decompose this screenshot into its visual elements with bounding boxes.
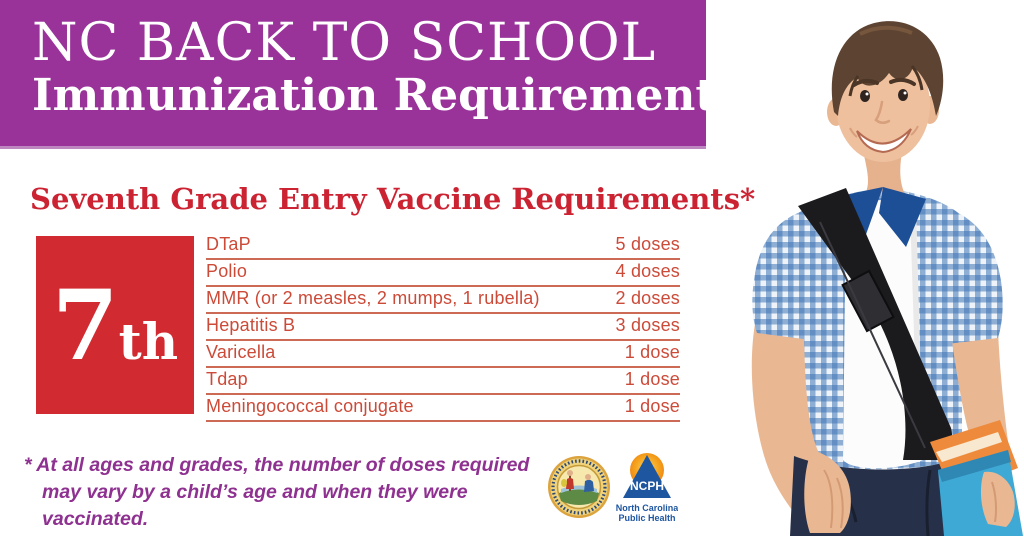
footnote-star: *: [24, 454, 32, 476]
table-row: [206, 341, 680, 368]
vaccine-name: Varicella: [206, 342, 276, 362]
requirements-table: [206, 233, 680, 422]
table-row: [206, 314, 680, 341]
footnote: [24, 452, 564, 533]
ncph-logo: [616, 450, 678, 530]
boy-photo: [700, 0, 1024, 536]
grade-number: 7: [51, 268, 119, 382]
ncph-name-line2: Public Health: [618, 513, 676, 523]
vaccine-name: Polio: [206, 261, 248, 281]
left-eye: [860, 90, 870, 102]
nc-state-seal-logo: [547, 455, 611, 519]
table-row: [206, 395, 680, 422]
table-row: [206, 287, 680, 314]
ncph-acronym: NCPH: [629, 479, 665, 493]
dose-count: 5 doses: [615, 234, 680, 254]
table-row: [206, 233, 680, 260]
poster-subtitle: Immunization Requirements: [32, 70, 741, 122]
dose-count: 1 dose: [624, 396, 680, 416]
grade-suffix: th: [118, 311, 179, 371]
vaccine-name: Meningococcal conjugate: [206, 396, 414, 416]
ncph-name-line1: North Carolina: [616, 503, 678, 513]
vaccine-name: Tdap: [206, 369, 248, 389]
right-sleeve: [947, 214, 1003, 344]
vaccine-name: DTaP: [206, 234, 251, 254]
footnote-text: At all ages and grades, the number of doses required may vary by a child’s age and when they were vaccinated.: [36, 454, 530, 530]
grade-badge: [36, 236, 194, 414]
section-heading: Seventh Grade Entry Vaccine Requirements*: [30, 182, 756, 216]
poster-title: NC BACK TO SCHOOL: [32, 13, 657, 73]
vaccine-name: Hepatitis B: [206, 315, 296, 335]
left-sleeve: [752, 213, 811, 340]
header-banner: [0, 0, 741, 149]
dose-count: 2 doses: [615, 288, 680, 308]
dose-count: 4 doses: [615, 261, 680, 281]
dose-count: 1 dose: [624, 369, 680, 389]
table-row: [206, 368, 680, 395]
dose-count: 1 dose: [624, 342, 680, 362]
dose-count: 3 doses: [615, 315, 680, 335]
table-row: [206, 260, 680, 287]
right-eye: [898, 89, 908, 101]
vaccine-name: MMR (or 2 measles, 2 mumps, 1 rubella): [206, 288, 540, 308]
grade-badge-text: [52, 269, 178, 382]
